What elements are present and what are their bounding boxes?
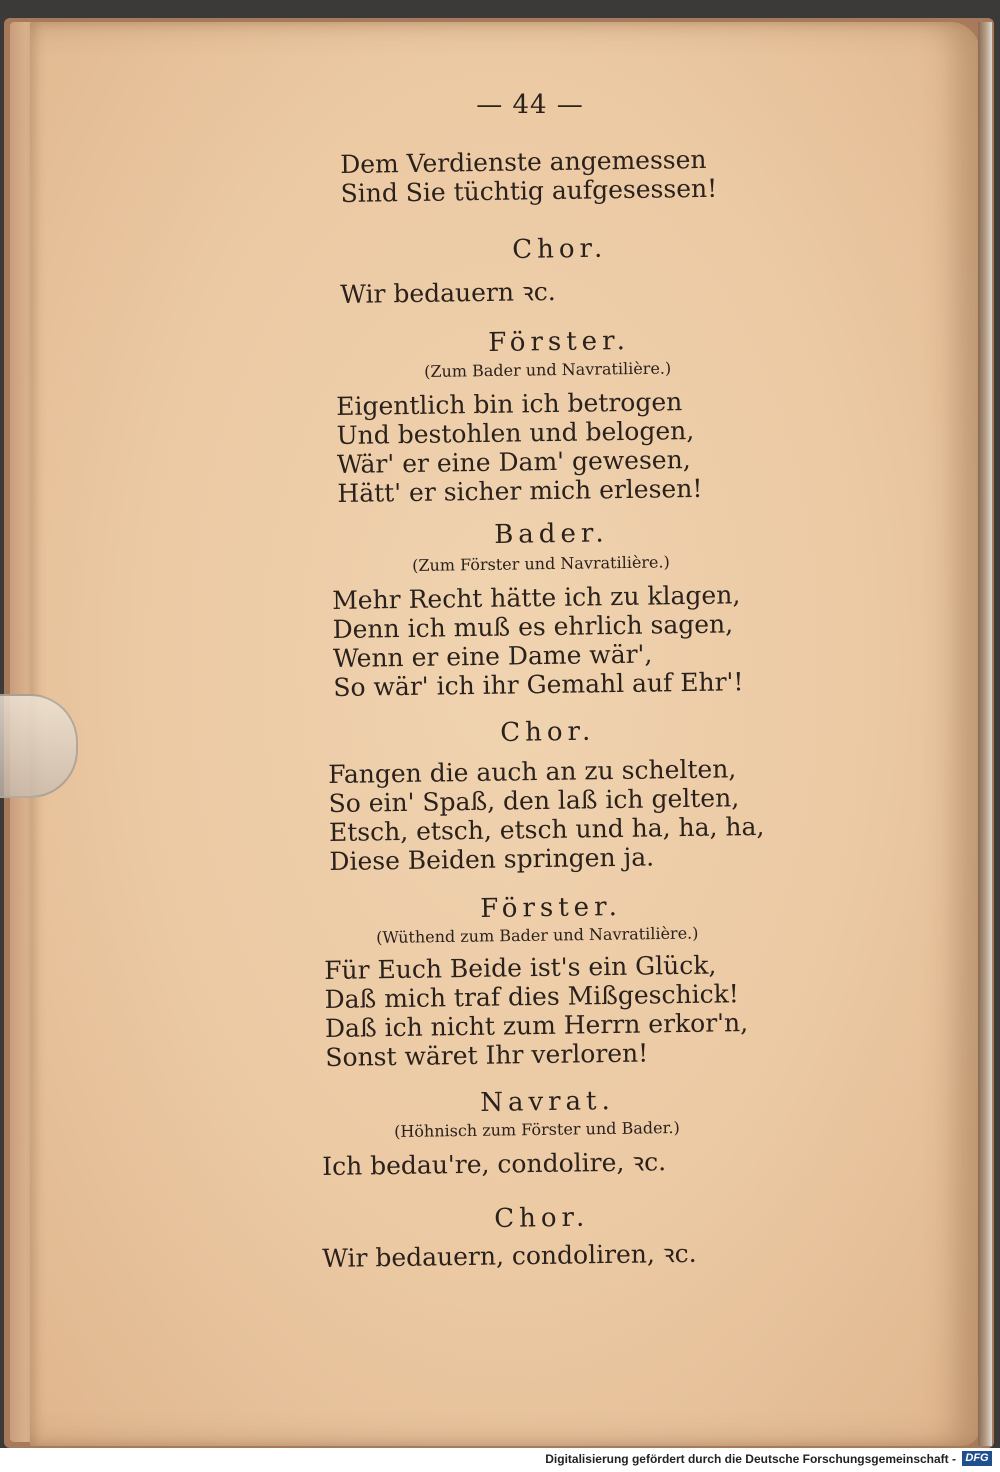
verse-line: So wär' ich ihr Gemahl auf Ehr'! [333,667,744,702]
verse-line: Wenn er eine Dame wär', [332,639,653,673]
speaker-name: Navrat. [480,1086,615,1118]
verse-block [324,950,749,1072]
verse-line: Diese Beiden springen ja. [329,842,655,876]
stage-direction: (Wüthend zum Bader und Navratilière.) [376,923,699,947]
verse-line: Mehr Recht hätte ich zu klagen, [332,580,741,615]
verse-block [322,1147,666,1181]
speaker-name: Förster. [488,326,631,358]
verse-line: Und bestohlen und belogen, [336,416,695,450]
verse-line: Für Euch Beide ist's ein Glück, [324,950,717,985]
funding-credit: Digitalisierung gefördert durch die Deutsche Forschungsgemeinschaft - [545,1452,956,1466]
verse-line: So ein' Spaß, den laß ich gelten, [328,783,740,818]
verse-line: Etsch, etsch, etsch und ha, ha, ha, [328,811,765,847]
verse-block [340,277,556,309]
verse-block [332,580,744,702]
verse-line: Wir bedauern ꝛc. [340,276,556,309]
verse-line: Denn ich muß es ehrlich sagen, [332,609,734,644]
speaker-name: Chor. [494,1202,590,1234]
page-number: — 44 — [476,90,584,120]
verse-line: Sonst wäret Ihr verloren! [325,1038,649,1072]
verse-line: Wir bedauern, condoliren, ꝛc. [322,1238,697,1273]
speaker-name: Chor. [512,233,608,265]
verse-block [336,387,703,508]
speaker-name: Bader. [494,518,609,550]
stage-direction: (Höhnisch zum Förster und Bader.) [394,1118,680,1141]
stage-direction: (Zum Förster und Navratilière.) [412,552,670,575]
verse-line: Dem Verdienste angemessen [340,144,707,179]
speaker-name: Förster. [480,892,623,924]
stage-direction: (Zum Bader und Navratilière.) [424,358,672,381]
verse-line: Eigentlich bin ich betrogen [336,387,683,421]
verse-line: Fangen die auch an zu schelten, [328,754,737,789]
verse-block [328,754,765,876]
verse-line: Daß ich nicht zum Herrn erkor'n, [324,1008,749,1043]
speaker-name: Chor. [500,716,596,748]
dfg-logo: DFG [962,1451,992,1466]
verse-line: Wär' er eine Dam' gewesen, [336,445,691,479]
verse-line: Ich bedau're, condolire, ꝛc. [322,1147,667,1181]
verse-block [322,1239,697,1273]
verse-block [340,145,717,208]
verse-line: Daß mich traf dies Mißgeschick! [324,979,740,1014]
verse-line: Sind Sie tüchtig aufgesessen! [340,173,718,208]
verse-line: Hätt' er sicher mich erlesen! [337,473,703,508]
